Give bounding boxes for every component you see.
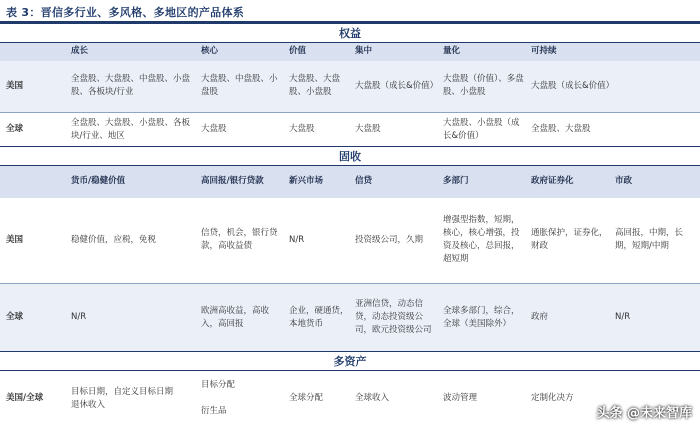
fixed-header-money: 货币/稳健价值 [68,166,198,198]
fixed-header-multi-sector: 多部门 [440,166,528,198]
equity-header-row [0,43,700,61]
table-cell: 大盘股（成长&价值） [528,61,700,113]
row-label: 美国 [0,61,68,113]
cell-line: 衍生品 [201,406,227,417]
fixed-row-us [0,198,700,284]
table-cell: 政府 [528,284,612,352]
product-table [0,23,700,427]
table-cell: 全球多部门，综合，全球（美国除外） [440,284,528,352]
table-cell [198,371,286,427]
table-cell: 全盘股、大盘股、小盘股、各板块/行业、地区 [68,113,198,147]
fixed-header-corner [0,166,68,198]
table-cell: 增强型指数，短期，核心，核心增强，投资及核心，总回报，超短期 [440,198,528,284]
fixed-header-municipal: 市政 [612,166,700,198]
equity-section-title [0,24,700,43]
table-cell: 大盘股 [198,113,286,147]
multi-title: 多资产 [0,352,700,371]
table-cell: N/R [68,284,198,352]
watermark: 头条 @未来智库 [596,406,692,421]
table-cell: 大盘股（成长&价值） [352,61,440,113]
equity-header-quant: 量化 [440,43,528,61]
table-cell: 大盘股 [352,113,440,147]
table-cell: N/R [612,284,700,352]
equity-header-concentrated: 集中 [352,43,440,61]
table-cell: 欧洲高收益，高收入，高回报 [198,284,286,352]
equity-title: 权益 [0,24,700,43]
cell-line: 目标分配 [201,380,236,391]
table-cell: 大盘股 [286,113,352,147]
fixed-header-emerging: 新兴市场 [286,166,352,198]
table-cell: N/R [286,198,352,284]
row-label: 全球 [0,113,68,147]
table-cell: 大盘股、大盘股、小盘股 [286,61,352,113]
multi-section-title [0,352,700,371]
table-cell: 企业，硬通货，本地货币 [286,284,352,352]
table-cell: 亚洲信贷，动态信贷，动态投资级公司，欧元投资级公司 [352,284,440,352]
equity-header-value: 价值 [286,43,352,61]
equity-row-us [0,61,700,113]
equity-row-global [0,113,700,147]
cell-line: 目标日期，自定义目标日期 [71,386,174,397]
equity-header-corner [0,43,68,61]
fixed-header-credit: 信贷 [352,166,440,198]
table-cell: 全盘股、大盘股 [528,113,700,147]
fixed-header-government: 政府证券化 [528,166,612,198]
multi-row [0,371,700,427]
row-label: 美国/全球 [0,371,68,427]
row-label: 美国 [0,198,68,284]
table-cell: 通胀保护，证券化，财政 [528,198,612,284]
table-cell: 全盘股、大盘股、中盘股、小盘股、各板块/行业 [68,61,198,113]
table-cell: 全球收入 [352,371,440,427]
table-cell: 高回报，中期，长期，短期/中期 [612,198,700,284]
equity-header-core: 核心 [198,43,286,61]
table-cell: 大盘股、中盘股、小盘股 [198,61,286,113]
table-caption: 表 3：晋信多行业、多风格、多地区的产品体系 [6,6,245,19]
table-cell: 全球分配 [286,371,352,427]
table-cell: 大盘股（价值）、多盘股、小盘股 [440,61,528,113]
row-label: 全球 [0,284,68,352]
table-cell [68,371,198,427]
cell-line: 退休收入 [71,399,106,410]
fixed-title: 固收 [0,147,700,166]
equity-header-sustainable: 可持续 [528,43,700,61]
fixed-section-title [0,147,700,166]
fixed-header-high-return: 高回报/银行贷款 [198,166,286,198]
table-cell: 定制化决方 [528,371,612,427]
table-cell: 投资级公司，久期 [352,198,440,284]
fixed-row-global [0,284,700,352]
table-cell: 信贷，机会，银行贷款，高收益债 [198,198,286,284]
table-cell: 大盘股、小盘股（成长&价值） [440,113,528,147]
table-cell: 波动管理 [440,371,528,427]
equity-header-growth: 成长 [68,43,198,61]
table-cell: 稳健价值，应税，免税 [68,198,198,284]
fixed-header-row [0,166,700,198]
